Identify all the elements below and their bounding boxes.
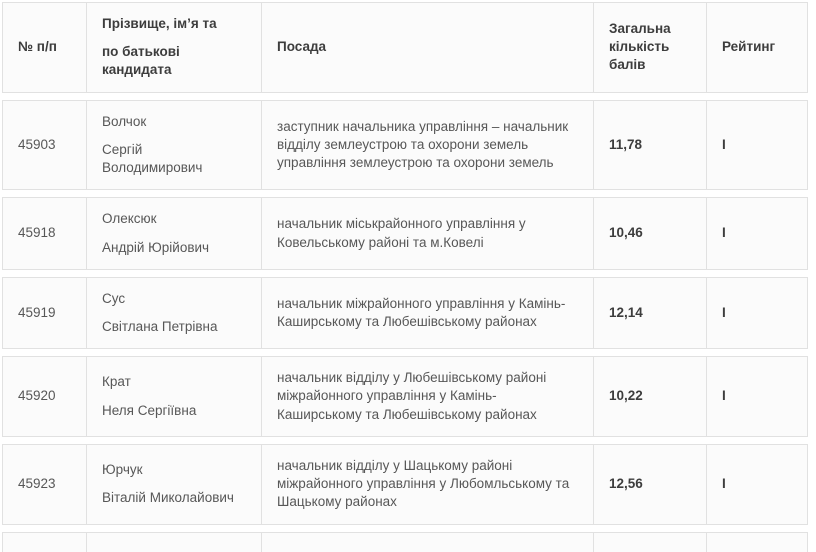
candidate-number: 45923 <box>18 476 56 492</box>
cell-score <box>593 533 706 552</box>
cell-position <box>261 278 593 348</box>
candidate-rating: I <box>722 388 726 404</box>
cell-rating <box>706 357 807 436</box>
cell-name <box>86 278 261 348</box>
candidate-surname: Волчок <box>102 113 147 129</box>
cell-number <box>3 198 86 268</box>
candidate-score: 12,14 <box>609 304 643 320</box>
candidate-given-names: Світлана Петрівна <box>102 318 218 334</box>
candidate-rating: I <box>722 476 726 492</box>
cell-number <box>3 357 86 436</box>
candidate-given-names: Неля Сергіївна <box>102 402 197 418</box>
header-rating-label: Рейтинг <box>722 39 776 55</box>
cell-rating <box>706 101 807 190</box>
cell-position <box>261 198 593 268</box>
header-name-line1: Прізвище, ім’я та <box>102 16 217 31</box>
cell-name <box>86 101 261 190</box>
candidate-position: начальник відділу у Шацькому районі міжрайонного управління у Любомльському та Шацькому районах <box>277 457 570 510</box>
header-rating <box>706 3 807 92</box>
table-row <box>2 100 808 191</box>
cell-name <box>86 357 261 436</box>
header-position <box>261 3 593 92</box>
candidate-given-names: Сергій Володимирович <box>102 141 203 176</box>
cell-position <box>261 101 593 190</box>
candidate-position: начальник міськрайонного управління у Ковельському районі та м.Ковелі <box>277 216 526 250</box>
candidate-number: 45919 <box>18 304 56 320</box>
candidate-given-names: Андрій Юрійович <box>102 239 210 255</box>
cell-rating <box>706 533 807 552</box>
cell-rating <box>706 445 807 524</box>
cell-number <box>3 445 86 524</box>
candidate-number: 45903 <box>18 136 56 152</box>
candidate-surname: Сус <box>102 290 126 306</box>
cell-rating <box>706 278 807 348</box>
header-score-label: Загальна кількість балів <box>609 21 671 73</box>
candidate-given-names: Віталій Миколайович <box>102 490 234 506</box>
cell-position <box>261 357 593 436</box>
cell-number <box>3 278 86 348</box>
candidate-position: начальник міжрайонного управління у Камінь-Каширському та Любешівському районах <box>277 295 566 329</box>
cell-score <box>593 445 706 524</box>
header-position-label: Посада <box>277 39 327 55</box>
header-number-label: № п/п <box>18 39 57 55</box>
candidate-number: 45918 <box>18 225 56 241</box>
table-row <box>2 197 808 269</box>
table-row <box>2 277 808 349</box>
candidate-surname: Юрчук <box>102 461 143 477</box>
table-row-partial <box>2 532 808 552</box>
header-score <box>593 3 706 92</box>
candidate-position: начальник відділу у Любешівському районі міжрайонного управління у Камінь-Каширському та Любешівському районах <box>277 370 547 422</box>
cell-score <box>593 357 706 436</box>
candidate-position: заступник начальника управління – начальник відділу землеустрою та охорони земель управління землеустрою та охорони земель <box>277 118 569 171</box>
candidate-surname: Олексюк <box>102 211 157 227</box>
header-number <box>3 3 86 92</box>
header-name <box>86 3 261 92</box>
cell-position <box>261 445 593 524</box>
candidate-rating: I <box>722 225 726 241</box>
cell-name <box>86 198 261 268</box>
candidate-surname: Крат <box>102 374 131 390</box>
table-header-row <box>2 2 808 93</box>
cell-number <box>3 101 86 190</box>
candidate-score: 11,78 <box>609 136 643 152</box>
cell-score <box>593 198 706 268</box>
table-row <box>2 444 808 525</box>
candidate-rating: I <box>722 136 726 152</box>
table-row <box>2 356 808 437</box>
cell-name <box>86 533 261 552</box>
candidate-rating: I <box>722 304 726 320</box>
cell-number <box>3 533 86 552</box>
cell-rating <box>706 198 807 268</box>
cell-name <box>86 445 261 524</box>
cell-score <box>593 278 706 348</box>
candidate-score: 10,46 <box>609 225 643 241</box>
candidate-score: 10,22 <box>609 388 643 404</box>
cell-score <box>593 101 706 190</box>
header-name-line2: по батькові кандидата <box>102 44 180 78</box>
candidate-number: 45920 <box>18 388 56 404</box>
candidate-score: 12,56 <box>609 476 643 492</box>
cell-position <box>261 533 593 552</box>
candidates-table <box>2 2 808 552</box>
